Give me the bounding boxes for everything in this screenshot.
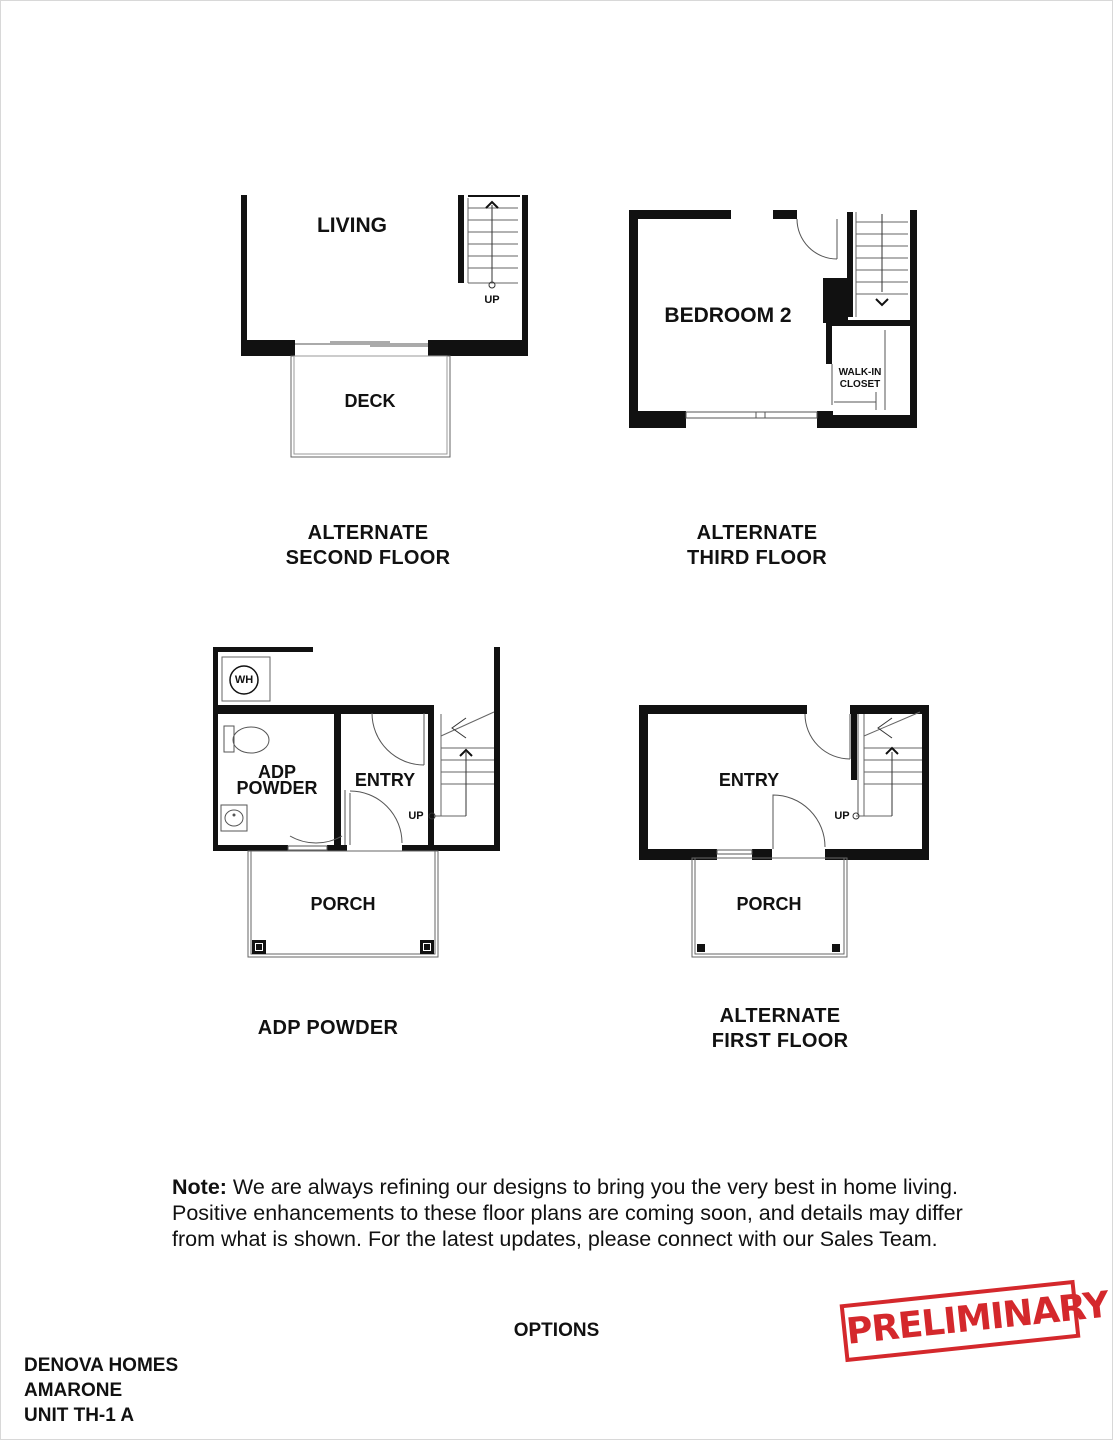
caption-alternate-second-floor-line2: SECOND FLOOR <box>285 547 451 569</box>
room-label-porch: PORCH <box>736 894 802 914</box>
caption-adp-powder: ADP POWDER <box>257 1017 399 1039</box>
stair-label-up: UP <box>834 810 850 822</box>
room-label-entry: ENTRY <box>354 770 416 790</box>
caption-alternate-third-floor-line2: THIRD FLOOR <box>687 547 827 569</box>
footer-unit: UNIT TH-1 A <box>24 1405 135 1426</box>
plan-alternate-first-floor <box>639 705 929 957</box>
preliminary-stamp: PRELIMINARY <box>840 1280 1081 1362</box>
options-title: OPTIONS <box>513 1320 600 1341</box>
stair-label-up: UP <box>484 294 500 306</box>
room-label-entry: ENTRY <box>718 770 780 790</box>
room-label-closet: CLOSET <box>839 379 881 390</box>
disclaimer-note <box>172 1174 1002 1252</box>
room-label-deck: DECK <box>344 391 396 411</box>
stair-label-up: UP <box>408 810 424 822</box>
footer-builder: DENOVA HOMES <box>24 1355 179 1376</box>
caption-alternate-second-floor-line1: ALTERNATE <box>307 522 429 544</box>
room-label-powder: POWDER <box>236 778 318 798</box>
footer-info <box>24 1353 178 1428</box>
caption-alternate-third-floor-line1: ALTERNATE <box>696 522 818 544</box>
water-heater-label: WH <box>234 674 254 686</box>
caption-alternate-first-floor-line1: ALTERNATE <box>719 1005 841 1027</box>
room-label-walk-in: WALK-IN <box>838 367 882 378</box>
note-text: We are always refining our designs to bring you the very best in home living. Positive enhancements to these floor plans are coming soon, and details may differ from what is shown. For the latest updates, please connect with our Sales Team. <box>172 1175 963 1251</box>
room-label-bedroom-2: BEDROOM 2 <box>664 304 792 327</box>
room-label-living: LIVING <box>316 214 387 237</box>
footer-community: AMARONE <box>24 1380 123 1401</box>
room-label-porch: PORCH <box>310 894 376 914</box>
note-label: Note: <box>172 1175 227 1199</box>
caption-alternate-first-floor-line2: FIRST FLOOR <box>711 1030 849 1052</box>
room-label-adp: ADP <box>257 762 296 782</box>
